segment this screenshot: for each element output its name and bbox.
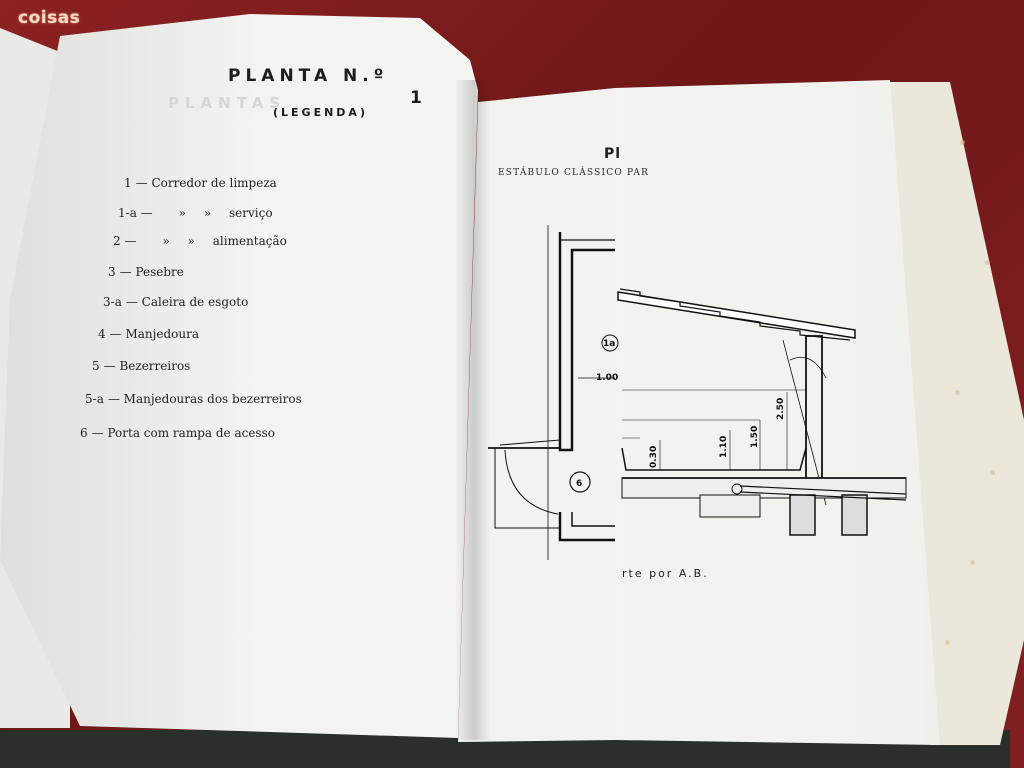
- legend-item-number: 1: [124, 176, 132, 190]
- cross-section: [618, 289, 906, 535]
- dimension-label: 0.30: [649, 445, 659, 468]
- section-caption: rte por A.B.: [622, 567, 709, 580]
- legend-item-text: — Bezerreiros: [103, 359, 191, 373]
- plate-title: PLANTA N.º: [228, 66, 389, 86]
- legend-item-text: » » serviço: [178, 206, 273, 220]
- foundation-block: [700, 495, 760, 517]
- legend-item-number: 5: [92, 359, 100, 373]
- legend-item-number: 5-a: [85, 392, 104, 406]
- window-arc: [790, 357, 826, 378]
- dimension-label: 1.50: [750, 425, 760, 448]
- legend-item-number: 2 —: [113, 234, 137, 248]
- legend-item-number: 3-a: [103, 295, 122, 309]
- plan-label-door: 6: [576, 479, 583, 489]
- plate-subtitle-right: ESTÁBULO CLÁSSICO PAR: [498, 168, 650, 178]
- legend-item-text: — Manjedouras dos bezerreiros: [107, 392, 302, 406]
- plate-number: 1: [410, 88, 422, 108]
- legend-heading: (LEGENDA): [273, 106, 368, 119]
- legend-item-number: 1-a —: [118, 206, 153, 220]
- show-through-text: PLANTAS: [168, 94, 287, 112]
- foundation-left: [790, 495, 815, 535]
- plan-wall-lower-inner: [572, 512, 615, 526]
- door-frame: [495, 448, 560, 528]
- legend-item-text: — Corredor de limpeza: [135, 176, 277, 190]
- dimension-label: 1.10: [719, 435, 729, 458]
- plan-dimension-label: 1.00: [596, 373, 619, 383]
- legend-item-text: — Pesebre: [119, 265, 184, 279]
- roof-slab: [618, 292, 855, 338]
- legend-item-number: 6: [80, 426, 88, 440]
- plate-title-right: Pl: [604, 146, 622, 162]
- legend-item-text: — Manjedoura: [109, 327, 199, 341]
- watermark-logo: coisas: [18, 8, 81, 28]
- legend-item-text: » » alimentação: [162, 234, 287, 248]
- legend-item-number: 4: [98, 327, 106, 341]
- foundation-right: [842, 495, 867, 535]
- door-jamb: [500, 440, 560, 445]
- legend-item-number: 3: [108, 265, 116, 279]
- floor-plan: [488, 225, 618, 560]
- door-swing-arc: [505, 450, 558, 514]
- legend-item-text: — Porta com rampa de acesso: [91, 426, 275, 440]
- plan-label-corridor: 1a: [603, 339, 616, 349]
- legend-item-text: — Caleira de esgoto: [125, 295, 249, 309]
- dimension-label: 2.50: [776, 397, 786, 420]
